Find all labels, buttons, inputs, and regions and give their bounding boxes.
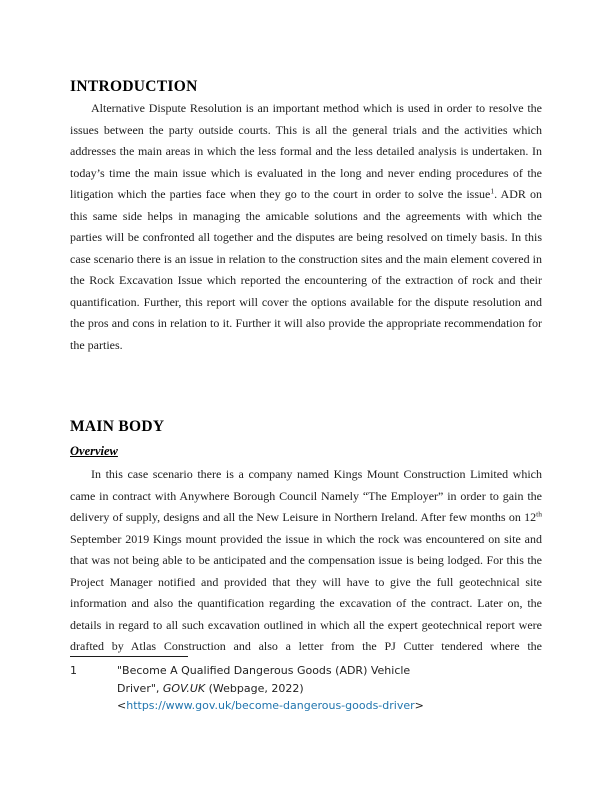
date-ordinal-superscript: th — [536, 509, 542, 519]
overview-subheading: Overview — [70, 444, 118, 458]
footnote-number: 1 — [70, 664, 77, 677]
introduction-heading: INTRODUCTION — [70, 78, 198, 95]
footnote-source-name: GOV.UK — [162, 681, 206, 695]
overview-paragraph — [70, 464, 542, 658]
introduction-text-before-ref: Alternative Dispute Resolution is an important method which is used in order to resolve the issues between the party outside courts. This is all the general trials and the activities which addresses the main areas in which the less formal and the less detailed analysis is undertaken. In today’s time the main issue which is evaluated in the long and never ending procedures of the litigation which the parties face when they go to the court in order to solve the issue — [70, 101, 542, 201]
footnote-link[interactable]: https://www.gov.uk/become-dangerous-goods-driver — [126, 699, 415, 712]
footnote-reference-marker: 1 — [490, 186, 495, 196]
footnote-separator — [70, 656, 188, 657]
overview-text-after-sup: September 2019 Kings mount provided the issue in which the rock was encountered on site and that was not being able to be anticipated and the compensation issue is being lodged. For this the Project Manager notified and provided that they will have to give the full geotechnical site information and also the quantification regarding the excavation of the contract. Later on, the details in regard to all such excavation outlined in which all the expert geotechnical report were drafted by Atlas Construction and also a letter from the PJ Cutter tendered where the — [70, 531, 542, 653]
introduction-paragraph — [70, 98, 542, 356]
footnote-text — [117, 662, 439, 715]
footnote — [70, 662, 439, 715]
introduction-text-after-ref: . ADR on this same side helps in managing the amicable solutions and the agreements with which the parties will be confronted all together and the disputes are being resolved on timely basis. In this case scenario there is an issue in relation to the construction sites and the main element covered in the Rock Excavation Issue which reported the encountering of the extraction of rock and their quantification. Further, this report will cover the options available for the dispute resolution and the pros and cons in relation to it. Further it will also provide the appropriate recommendation for the parties. — [70, 187, 542, 352]
footnote-citation-title: "Become A Qualified Dangerous Goods (ADR) Vehicle Driver", — [117, 664, 411, 695]
footnote-citation-end: > — [414, 699, 424, 712]
overview-text-before-sup: In this case scenario there is a company named Kings Mount Construction Limited which came in contract with Anywhere Borough Council Namely “The Employer” in order to gain the delivery of supply, designs and all the New Leisure in Northern Ireland. After few months on 12 — [70, 467, 542, 524]
main-body-heading: MAIN BODY — [70, 418, 165, 435]
footnote-citation-middle: (Webpage, 2022) < — [117, 681, 304, 712]
